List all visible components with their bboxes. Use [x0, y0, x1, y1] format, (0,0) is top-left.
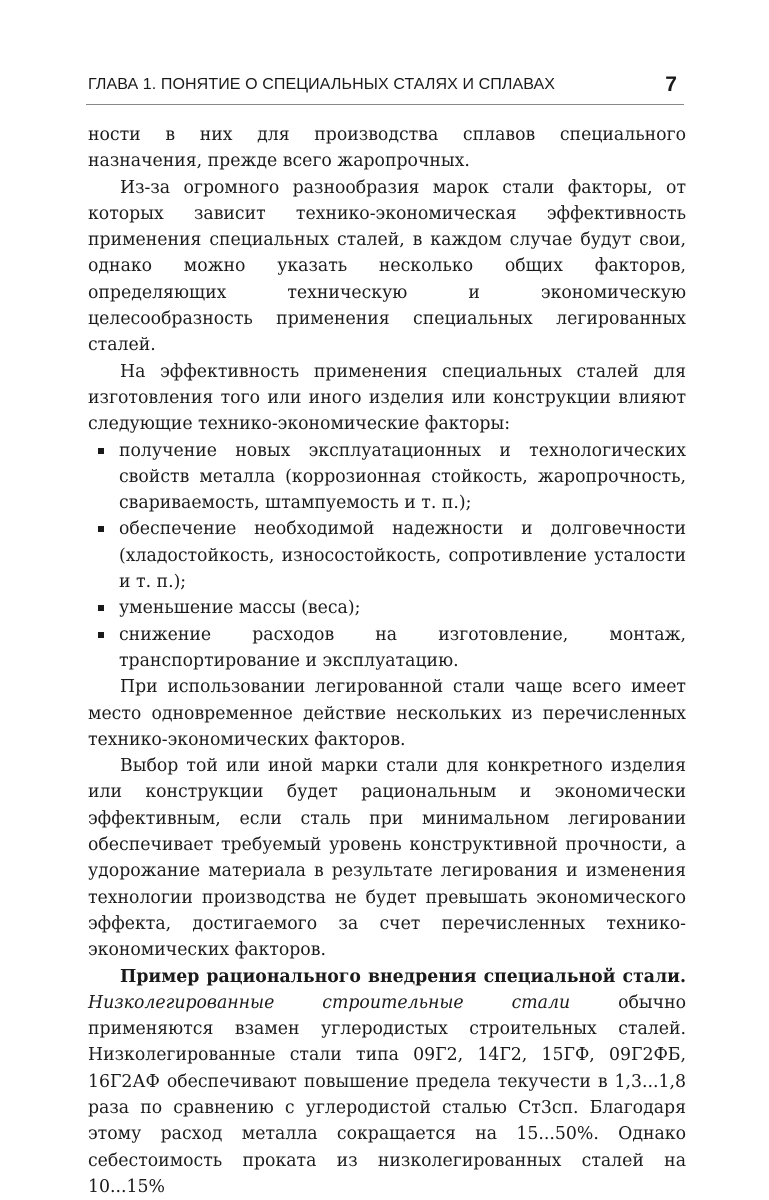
bullet-marker	[98, 448, 104, 454]
list-item-text: уменьшение массы (веса);	[119, 598, 360, 618]
list-item	[88, 622, 686, 675]
paragraph-factors-list-intro: На эффективность применения специальных сталей для изготовления того или иного изделия или конструкции влияют следующие технико-экономические факторы:	[88, 359, 686, 438]
bullet-marker	[98, 526, 104, 532]
paragraph-example	[88, 964, 686, 1200]
paragraph-combined-factors: При использовании легированной стали чаще всего имеет место одновременное действие нескольких из перечисленных технико-экономических факторов.	[88, 674, 686, 753]
paragraph-factors-intro: Из-за огромного разнообразия марок стали факторы, от которых зависит технико-экономическая эффективность применения специальных сталей, в каждом случае будут свои, однако можно указать несколько общих факторов, определяющих техническую и экономическую целесообразность применения специальных легированных сталей.	[88, 175, 686, 359]
bullet-marker	[98, 632, 104, 638]
list-item	[88, 516, 686, 595]
factors-list	[88, 438, 686, 675]
paragraph-grade-selection: Выбор той или иной марки стали для конкретного изделия или конструкции будет рациональным и экономически эффективным, если сталь при минимальном легировании обеспечивает требуемый уровень конструктивной прочности, а удорожание материала в результате легирования и изменения технологии производства не будет превышать экономического эффекта, достигаемого за счет перечисленных технико-экономических факторов.	[88, 753, 686, 963]
list-item-text: получение новых эксплуатационных и технологических свойств металла (коррозионная стойкость, жаропрочность, свариваемость, штампуемость и т. п.);	[119, 441, 686, 514]
paragraph-continued: ности в них для производства сплавов специального назначения, прежде всего жаропрочных.	[88, 122, 686, 175]
chapter-title: ГЛАВА 1. ПОНЯТИЕ О СПЕЦИАЛЬНЫХ СТАЛЯХ И СПЛАВАХ	[88, 76, 555, 94]
example-heading: Пример рационального внедрения специальной стали.	[120, 967, 686, 987]
example-text: обычно применяются взамен углеродистых строительных сталей. Низколегированные стали типа 09Г2, 14Г2, 15ГФ, 09Г2ФБ, 16Г2АФ обеспечивают повышение предела текучести в 1,3...1,8 раза по сравнению с углеродистой сталью Ст3сп. Благодаря этому расход металла сокращается на 15...50%. Однако себестоимость проката из низколегированных сталей на 10...15%	[88, 993, 686, 1197]
list-item	[88, 595, 686, 621]
page-number: 7	[665, 73, 677, 97]
bullet-marker	[98, 605, 104, 611]
list-item-text: обеспечение необходимой надежности и долговечности (хладостойкость, износостойкость, сопротивление усталости и т. п.);	[119, 519, 686, 592]
header-rule	[86, 104, 684, 105]
example-term: Низколегированные строительные стали	[88, 993, 570, 1013]
body-text	[88, 122, 686, 1200]
running-header	[88, 74, 685, 98]
list-item	[88, 438, 686, 517]
list-item-text: снижение расходов на изготовление, монтаж, транспортирование и эксплуатацию.	[119, 625, 686, 671]
